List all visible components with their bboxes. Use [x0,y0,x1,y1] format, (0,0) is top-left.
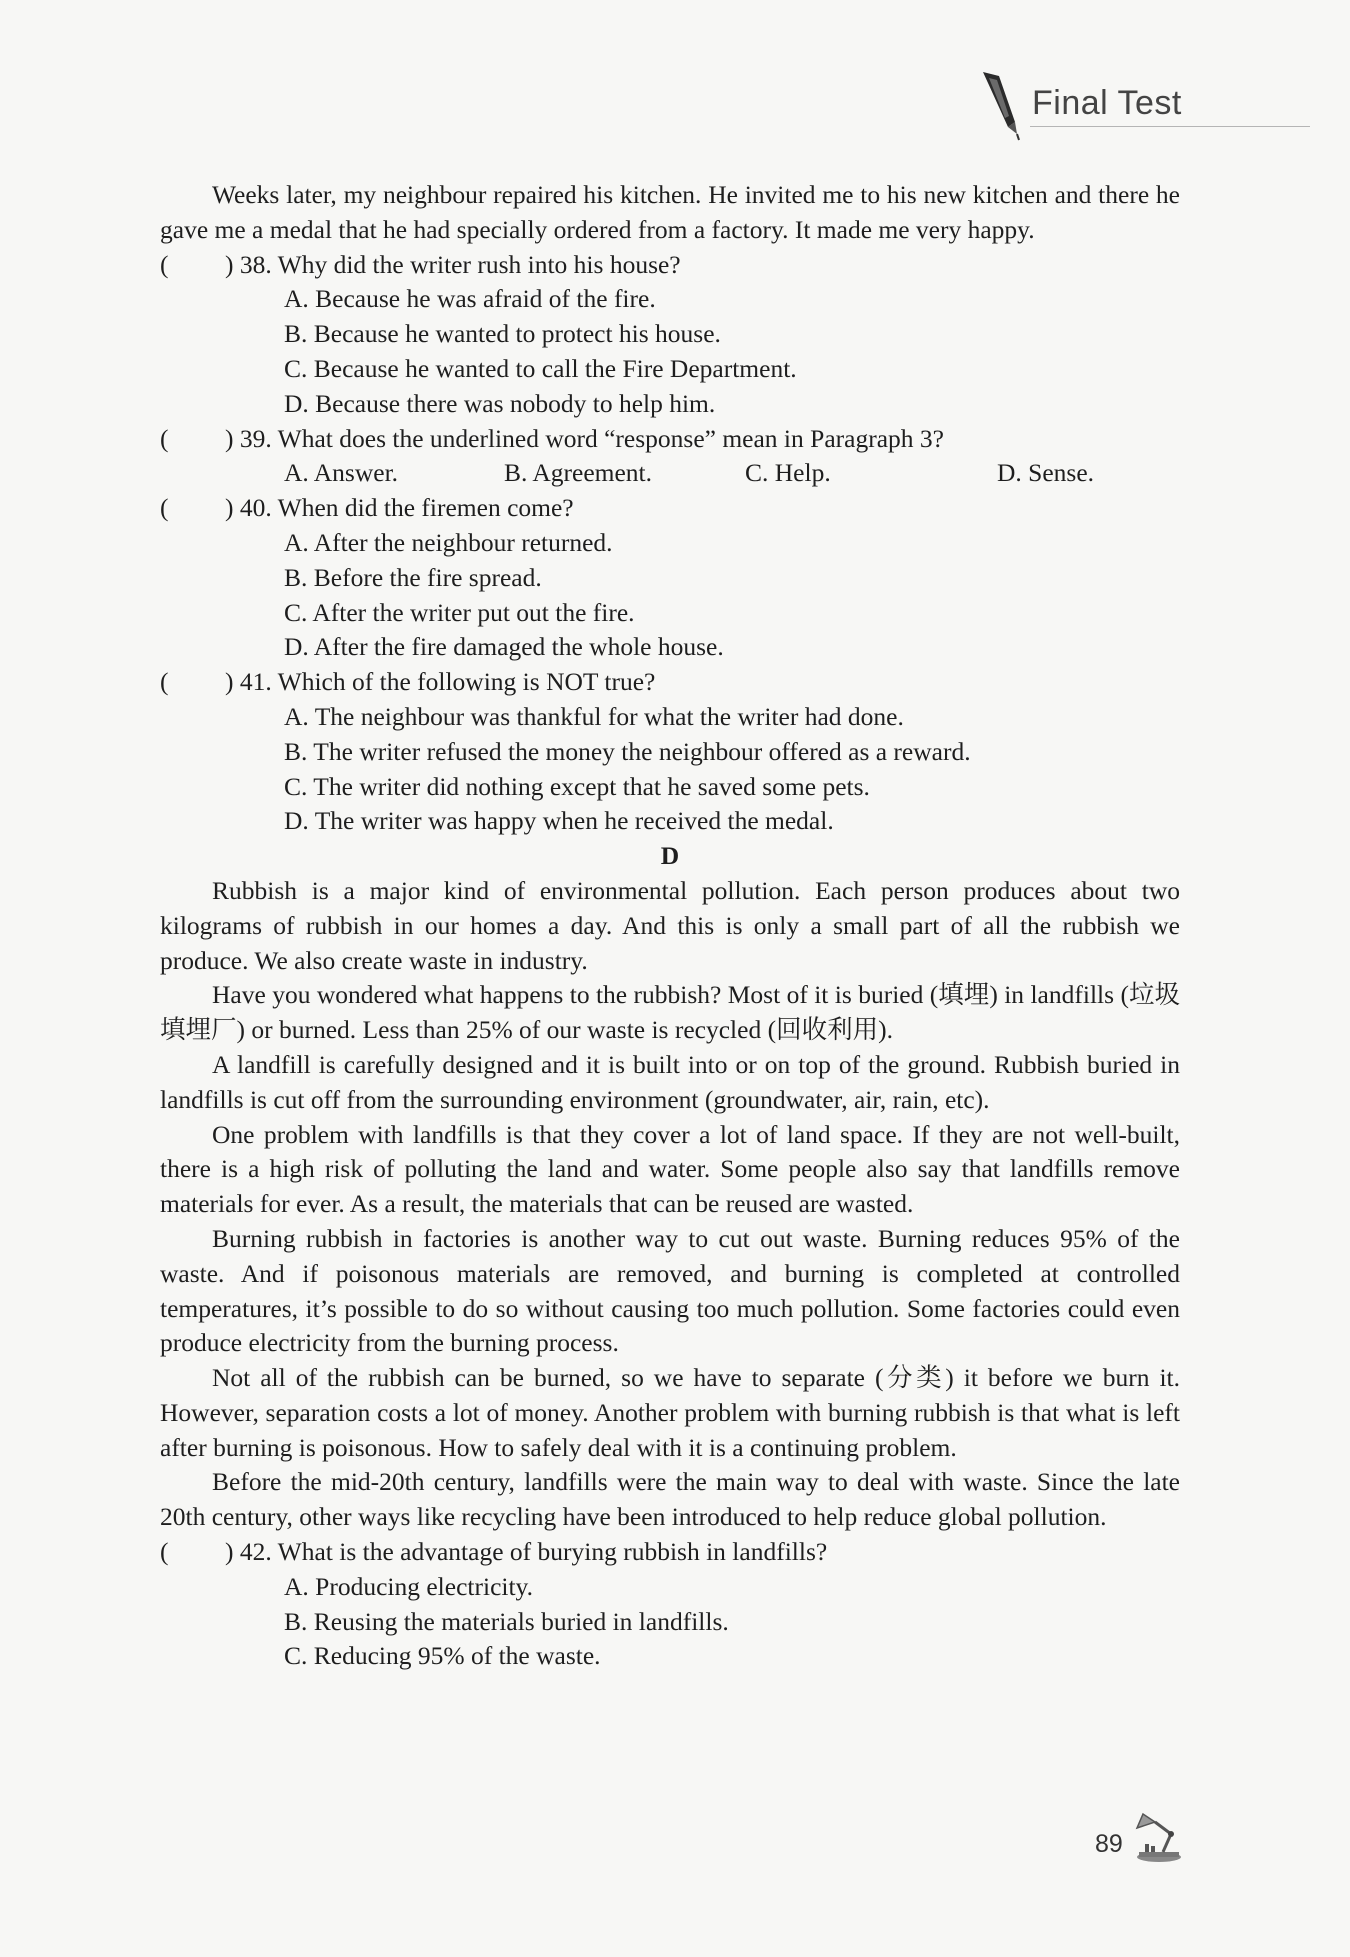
passage-paragraph: Have you wondered what happens to the rubbish? Most of it is buried (填埋) in landfills (垃圾填埋厂) or burned. Less than 25% of our waste is recycled (回收利用). [160,980,1180,1045]
option-a: A. After the neighbour returned. [284,527,613,557]
question-38 [160,248,1180,422]
section-heading: D [660,841,680,871]
answer-blank[interactable]: ( [160,249,169,279]
page-footer [1095,1808,1195,1868]
answer-blank[interactable]: ( [160,667,169,697]
page-number: 89 [1095,1830,1123,1858]
option-b: B. Because he wanted to protect his house. [284,319,721,349]
passage-paragraph: Burning rubbish in factories is another way to cut out waste. Burning reduces 95% of the waste. And if poisonous materials are removed, and burning is completed at controlled temperatures, it’s possible to do so without causing too much pollution. Some factories could even produce electricity from the burning process. [160,1223,1180,1358]
option-d: D. Sense. [997,458,1095,488]
answer-blank[interactable]: ( [160,1537,169,1567]
option-a: A. Answer. [284,458,399,488]
desk-lamp-icon [1129,1808,1185,1864]
content-area [160,178,1180,1674]
option-d: D. The writer was happy when he received the medal. [284,806,834,836]
option-c: C. Help. [745,458,831,488]
page-header [975,70,1335,140]
question-stem: ) 41. Which of the following is NOT true? [225,667,656,697]
option-c: C. Reducing 95% of the waste. [284,1641,601,1671]
option-b: B. Reusing the materials buried in landfills. [284,1606,729,1636]
option-a: A. Because he was afraid of the fire. [284,284,656,314]
option-b: B. The writer refused the money the neighbour offered as a reward. [284,736,971,766]
passage-paragraph: Not all of the rubbish can be burned, so we have to separate (分类) it before we burn it. However, separation costs a lot of money. Another problem with burning rubbish is that what is left after burning is poisonous. How to safely deal with it is a continuing problem. [160,1363,1180,1462]
question-stem: ) 40. When did the firemen come? [225,493,574,523]
header-rule [1030,126,1310,127]
question-39 [160,422,1180,492]
passage-paragraph: A landfill is carefully designed and it is built into or on top of the ground. Rubbish buried in landfills is cut off from the surrounding environment (groundwater, air, rain, etc). [160,1049,1180,1114]
option-a: A. The neighbour was thankful for what the writer had done. [284,701,904,731]
pen-icon [975,70,1025,142]
question-stem: ) 38. Why did the writer rush into his house? [225,249,681,279]
question-stem: ) 42. What is the advantage of burying rubbish in landfills? [225,1537,828,1567]
page-title: Final Test [1032,84,1182,122]
option-c: C. The writer did nothing except that he saved some pets. [284,771,870,801]
answer-blank[interactable]: ( [160,493,169,523]
option-c: C. After the writer put out the fire. [284,597,635,627]
option-a: A. Producing electricity. [284,1571,534,1601]
option-c: C. Because he wanted to call the Fire Department. [284,353,797,383]
passage-paragraph: Rubbish is a major kind of environmental pollution. Each person produces about two kilograms of rubbish in our homes a day. And this is only a small part of all the rubbish we produce. We also create waste in industry. [160,875,1180,975]
question-stem: ) 39. What does the underlined word “response” mean in Paragraph 3? [225,423,944,453]
option-b: B. Before the fire spread. [284,562,542,592]
answer-blank[interactable]: ( [160,423,169,453]
passage-paragraph: Weeks later, my neighbour repaired his kitchen. He invited me to his new kitchen and there he gave me a medal that he had specially ordered from a factory. It made me very happy. [160,180,1180,244]
option-b: B. Agreement. [504,458,653,488]
question-41 [160,665,1180,839]
question-42 [160,1535,1180,1674]
passage-paragraph: One problem with landfills is that they cover a lot of land space. If they are not well-built, there is a high risk of polluting the land and water. Some people also say that landfills remove materials for ever. As a result, the materials that can be reused are wasted. [160,1119,1180,1219]
question-40 [160,491,1180,665]
option-d: D. After the fire damaged the whole house. [284,632,724,662]
passage-paragraph: Before the mid-20th century, landfills were the main way to deal with waste. Since the late 20th century, other ways like recycling have been introduced to help reduce global pollution. [160,1467,1180,1532]
option-d: D. Because there was nobody to help him. [284,388,716,418]
